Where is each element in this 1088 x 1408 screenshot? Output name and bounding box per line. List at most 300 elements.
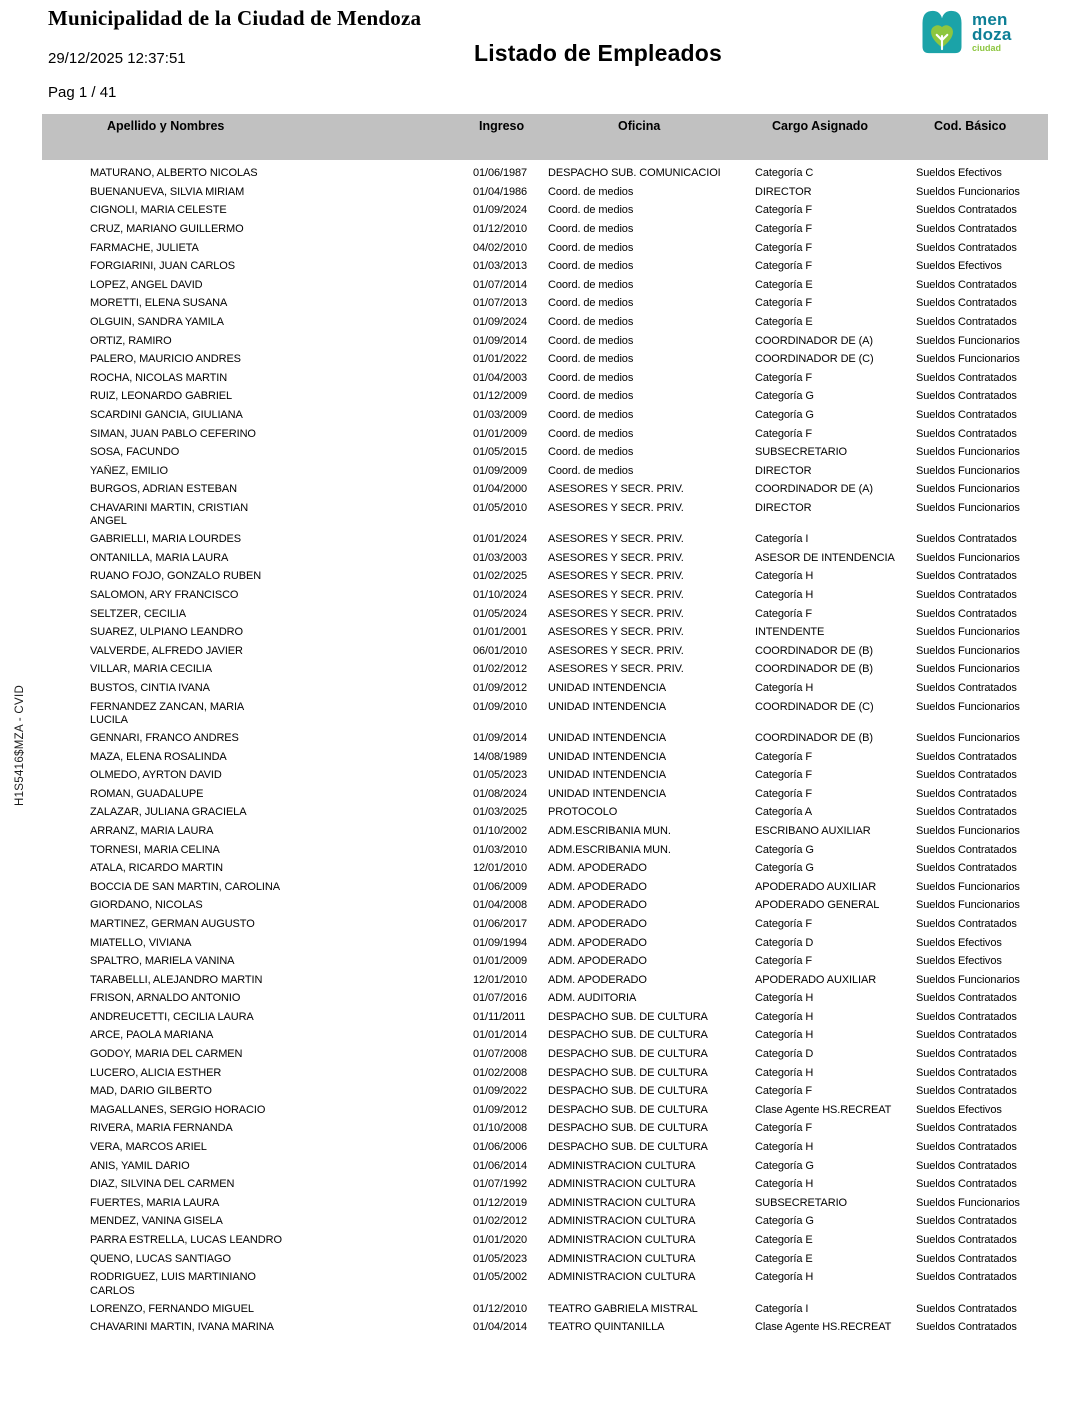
cell-cod-basico: Sueldos Contratados: [916, 750, 1017, 763]
table-row: [42, 1081, 1048, 1100]
cell-ingreso: 01/06/2009: [473, 880, 528, 893]
cell-cargo-asignado: COORDINADOR DE (B): [755, 663, 873, 676]
cell-oficina: DESPACHO SUB. DE CULTURA: [548, 1141, 708, 1154]
cell-cod-basico: Sueldos Funcionarios: [916, 973, 1020, 986]
cell-oficina: PROTOCOLO: [548, 806, 618, 819]
cell-oficina: DESPACHO SUB. DE CULTURA: [548, 1066, 708, 1079]
logo-text-ciudad: ciudad: [972, 43, 1002, 53]
cell-ingreso: 01/01/2024: [473, 533, 528, 546]
cell-apellido-nombres: GIORDANO, NICOLAS: [90, 899, 203, 912]
logo-text-men: men: [972, 10, 1008, 29]
cell-ingreso: 01/06/2017: [473, 917, 528, 930]
cell-cod-basico: Sueldos Efectivos: [916, 1103, 1002, 1116]
cell-cargo-asignado: Categoría F: [755, 371, 812, 384]
cell-apellido-nombres: MENDEZ, VANINA GISELA: [90, 1215, 223, 1228]
table-row: [42, 442, 1048, 461]
table-row: [42, 914, 1048, 933]
cell-cargo-asignado: Categoría I: [755, 533, 809, 546]
cell-oficina: DESPACHO SUB. DE CULTURA: [548, 1029, 708, 1042]
cell-cargo-asignado: DIRECTOR: [755, 185, 812, 198]
cell-apellido-nombres: ROCHA, NICOLAS MARTIN: [90, 371, 228, 384]
cell-cod-basico: Sueldos Funcionarios: [916, 880, 1020, 893]
cell-cargo-asignado: COORDINADOR DE (A): [755, 483, 873, 496]
cell-cod-basico: Sueldos Contratados: [916, 1029, 1017, 1042]
table-row: [42, 349, 1048, 368]
table-row: [42, 200, 1048, 219]
cell-cargo-asignado: COORDINADOR DE (C): [755, 700, 874, 713]
cell-cod-basico: Sueldos Funcionarios: [916, 731, 1020, 744]
cell-ingreso: 01/04/2000: [473, 483, 528, 496]
cell-cargo-asignado: Categoría F: [755, 769, 812, 782]
cell-cargo-asignado: Categoría D: [755, 1048, 814, 1061]
cell-oficina: ASESORES Y SECR. PRIV.: [548, 551, 684, 564]
table-row: [42, 970, 1048, 989]
cell-cargo-asignado: DIRECTOR: [755, 464, 812, 477]
table-row: [42, 423, 1048, 442]
cell-cod-basico: Sueldos Funcionarios: [916, 483, 1020, 496]
cell-cargo-asignado: Categoría F: [755, 787, 812, 800]
cell-apellido-nombres-line2: ANGEL: [90, 515, 127, 528]
cell-apellido-nombres: RUANO FOJO, GONZALO RUBEN: [90, 570, 262, 583]
cell-cargo-asignado: APODERADO GENERAL: [755, 899, 880, 912]
cell-oficina: TEATRO QUINTANILLA: [548, 1321, 665, 1334]
cell-ingreso: 01/10/2024: [473, 589, 528, 602]
cell-apellido-nombres: OLGUIN, SANDRA YAMILA: [90, 315, 224, 328]
cell-cargo-asignado: Categoría E: [755, 278, 813, 291]
side-margin-code: H1S5416$MZA - CVID: [14, 684, 26, 806]
cell-apellido-nombres: ONTANILLA, MARIA LAURA: [90, 551, 229, 564]
cell-oficina: Coord. de medios: [548, 353, 634, 366]
column-header-oficina: Oficina: [618, 119, 661, 133]
cell-apellido-nombres: GODOY, MARIA DEL CARMEN: [90, 1048, 243, 1061]
cell-apellido-nombres: FARMACHE, JULIETA: [90, 241, 199, 254]
table-row: [42, 529, 1048, 548]
cell-apellido-nombres: LUCERO, ALICIA ESTHER: [90, 1066, 222, 1079]
cell-apellido-nombres: ANDREUCETTI, CECILIA LAURA: [90, 1010, 254, 1023]
cell-cod-basico: Sueldos Funcionarios: [916, 663, 1020, 676]
cell-oficina: ADMINISTRACION CULTURA: [548, 1252, 696, 1265]
cell-cargo-asignado: Categoría F: [755, 427, 812, 440]
cell-apellido-nombres: LORENZO, FERNANDO MIGUEL: [90, 1302, 254, 1315]
cell-ingreso: 04/02/2010: [473, 241, 528, 254]
table-row: [42, 659, 1048, 678]
table-row: [42, 566, 1048, 585]
table-row: [42, 821, 1048, 840]
cell-apellido-nombres: FERNANDEZ ZANCAN, MARIA LUCILA: [90, 701, 473, 728]
cell-oficina: ASESORES Y SECR. PRIV.: [548, 483, 684, 496]
cell-cargo-asignado: Categoría F: [755, 241, 812, 254]
cell-cargo-asignado: ASESOR DE INTENDENCIA: [755, 551, 895, 564]
cell-oficina: UNIDAD INTENDENCIA: [548, 700, 666, 713]
cell-cargo-asignado: Categoría G: [755, 1215, 814, 1228]
cell-cargo-asignado: Categoría G: [755, 862, 814, 875]
cell-oficina: ADM. APODERADO: [548, 917, 647, 930]
cell-oficina: ADM. APODERADO: [548, 973, 647, 986]
cell-cargo-asignado: Categoría F: [755, 750, 812, 763]
cell-apellido-nombres: SUAREZ, ULPIANO LEANDRO: [90, 626, 243, 639]
cell-cod-basico: Sueldos Funcionarios: [916, 700, 1020, 713]
cell-cargo-asignado: Categoría H: [755, 1271, 814, 1284]
table-row: [42, 728, 1048, 747]
cell-cod-basico: Sueldos Contratados: [916, 408, 1017, 421]
table-row: [42, 1230, 1048, 1249]
cell-cod-basico: Sueldos Contratados: [916, 570, 1017, 583]
cell-ingreso: 01/12/2019: [473, 1196, 528, 1209]
cell-ingreso: 01/08/2024: [473, 787, 528, 800]
mendoza-logo-icon: [916, 4, 968, 60]
logo-wordmark: [972, 12, 1012, 53]
cell-cod-basico: Sueldos Funcionarios: [916, 185, 1020, 198]
cell-cod-basico: Sueldos Funcionarios: [916, 501, 1020, 514]
cell-cargo-asignado: Categoría F: [755, 1122, 812, 1135]
cell-cod-basico: Sueldos Contratados: [916, 371, 1017, 384]
cell-cod-basico: Sueldos Contratados: [916, 1215, 1017, 1228]
cell-apellido-nombres: GENNARI, FRANCO ANDRES: [90, 731, 239, 744]
cell-cod-basico: Sueldos Efectivos: [916, 167, 1002, 180]
cell-ingreso: 01/09/2022: [473, 1085, 528, 1098]
cell-apellido-nombres: VALVERDE, ALFREDO JAVIER: [90, 644, 243, 657]
cell-apellido-nombres: MARTINEZ, GERMAN AUGUSTO: [90, 917, 255, 930]
cell-cargo-asignado: Categoría H: [755, 1178, 814, 1191]
cell-cod-basico: Sueldos Contratados: [916, 607, 1017, 620]
cell-ingreso: 01/09/2012: [473, 1103, 528, 1116]
cell-ingreso: 01/07/2013: [473, 297, 528, 310]
cell-oficina: ADM. AUDITORIA: [548, 992, 637, 1005]
cell-oficina: ADMINISTRACION CULTURA: [548, 1271, 696, 1284]
cell-oficina: Coord. de medios: [548, 371, 634, 384]
cell-ingreso: 01/11/2011: [473, 1010, 526, 1023]
cell-oficina: ADM. APODERADO: [548, 862, 647, 875]
cell-ingreso: 01/12/2009: [473, 390, 528, 403]
cell-apellido-nombres-line2: CARLOS: [90, 1284, 135, 1297]
cell-oficina: ASESORES Y SECR. PRIV.: [548, 663, 684, 676]
cell-ingreso: 01/07/2014: [473, 278, 528, 291]
cell-cargo-asignado: Categoría F: [755, 297, 812, 310]
cell-apellido-nombres: SPALTRO, MARIELA VANINA: [90, 955, 235, 968]
cell-ingreso: 01/01/2009: [473, 955, 528, 968]
cell-cargo-asignado: Categoría H: [755, 1141, 814, 1154]
cell-oficina: Coord. de medios: [548, 408, 634, 421]
cell-apellido-nombres-line2: LUCILA: [90, 714, 128, 727]
cell-oficina: DESPACHO SUB. DE CULTURA: [548, 1085, 708, 1098]
table-row: [42, 1267, 1048, 1298]
cell-apellido-nombres: FRISON, ARNALDO ANTONIO: [90, 992, 241, 1005]
cell-cod-basico: Sueldos Funcionarios: [916, 446, 1020, 459]
cell-oficina: ADMINISTRACION CULTURA: [548, 1196, 696, 1209]
table-row: [42, 802, 1048, 821]
table-row: [42, 932, 1048, 951]
cell-cod-basico: Sueldos Contratados: [916, 589, 1017, 602]
cell-cargo-asignado: Categoría H: [755, 570, 814, 583]
cell-cargo-asignado: Categoría H: [755, 992, 814, 1005]
cell-ingreso: 01/12/2010: [473, 1302, 528, 1315]
cell-apellido-nombres: TORNESI, MARIA CELINA: [90, 843, 220, 856]
cell-ingreso: 01/06/1987: [473, 167, 528, 180]
cell-oficina: ADM. APODERADO: [548, 936, 647, 949]
cell-cargo-asignado: Categoría F: [755, 955, 812, 968]
cell-cargo-asignado: Categoría I: [755, 1302, 809, 1315]
cell-oficina: TEATRO GABRIELA MISTRAL: [548, 1302, 698, 1315]
cell-ingreso: 01/02/2012: [473, 1215, 528, 1228]
table-row: [42, 641, 1048, 660]
cell-cargo-asignado: Categoría F: [755, 260, 812, 273]
cell-oficina: Coord. de medios: [548, 185, 634, 198]
cell-cargo-asignado: SUBSECRETARIO: [755, 446, 848, 459]
cell-ingreso: 01/09/2010: [473, 700, 528, 713]
cell-oficina: Coord. de medios: [548, 390, 634, 403]
cell-oficina: ASESORES Y SECR. PRIV.: [548, 533, 684, 546]
cell-oficina: ADM. APODERADO: [548, 955, 647, 968]
cell-cod-basico: Sueldos Contratados: [916, 1141, 1017, 1154]
table-row: [42, 293, 1048, 312]
cell-cod-basico: Sueldos Contratados: [916, 862, 1017, 875]
cell-apellido-nombres: LOPEZ, ANGEL DAVID: [90, 278, 203, 291]
table-row: [42, 1137, 1048, 1156]
table-row: [42, 479, 1048, 498]
cell-cod-basico: Sueldos Funcionarios: [916, 626, 1020, 639]
cell-apellido-nombres: RIVERA, MARIA FERNANDA: [90, 1122, 233, 1135]
cell-oficina: ADMINISTRACION CULTURA: [548, 1234, 696, 1246]
cell-ingreso: 01/04/1986: [473, 185, 528, 198]
cell-apellido-nombres: VERA, MARCOS ARIEL: [90, 1141, 207, 1154]
page-indicator: Pag 1 / 41: [48, 84, 117, 101]
cell-ingreso: 01/07/2008: [473, 1048, 528, 1061]
cell-ingreso: 01/05/2010: [473, 501, 528, 514]
cell-cod-basico: Sueldos Contratados: [916, 222, 1017, 235]
cell-apellido-nombres: MIATELLO, VIVIANA: [90, 936, 192, 949]
org-title: Municipalidad de la Ciudad de Mendoza: [48, 6, 422, 30]
cell-apellido-nombres: ANIS, YAMIL DARIO: [90, 1159, 190, 1172]
cell-apellido-nombres: MAD, DARIO GILBERTO: [90, 1085, 212, 1098]
cell-cargo-asignado: COORDINADOR DE (B): [755, 644, 873, 657]
cell-oficina: Coord. de medios: [548, 222, 634, 235]
cell-cod-basico: Sueldos Contratados: [916, 427, 1017, 440]
cell-apellido-nombres: BUENANUEVA, SILVIA MIRIAM: [90, 185, 245, 198]
table-row: [42, 1317, 1048, 1336]
cell-ingreso: 01/02/2025: [473, 570, 528, 583]
table-row: [42, 498, 1048, 529]
cell-apellido-nombres: CHAVARINI MARTIN, CRISTIAN ANGEL: [90, 502, 473, 529]
cell-cargo-asignado: Categoría G: [755, 1159, 814, 1172]
cell-cargo-asignado: Categoría G: [755, 408, 814, 421]
table-row: [42, 1298, 1048, 1317]
cell-oficina: ASESORES Y SECR. PRIV.: [548, 570, 684, 583]
cell-apellido-nombres: GABRIELLI, MARIA LOURDES: [90, 533, 242, 546]
cell-cod-basico: Sueldos Contratados: [916, 1302, 1017, 1315]
cell-cargo-asignado: Clase Agente HS.RECREAT: [755, 1103, 892, 1116]
cell-cod-basico: Sueldos Contratados: [916, 1271, 1017, 1284]
table-row: [42, 1193, 1048, 1212]
cell-ingreso: 01/07/1992: [473, 1178, 528, 1191]
cell-ingreso: 01/06/2006: [473, 1141, 528, 1154]
table-row: [42, 330, 1048, 349]
cell-oficina: DESPACHO SUB. COMUNICACIOI: [548, 167, 721, 180]
cell-ingreso: 14/08/1989: [473, 750, 528, 763]
cell-oficina: UNIDAD INTENDENCIA: [548, 750, 666, 763]
cell-ingreso: 01/05/2024: [473, 607, 528, 620]
cell-cod-basico: Sueldos Contratados: [916, 315, 1017, 328]
cell-apellido-nombres: MATURANO, ALBERTO NICOLAS: [90, 167, 258, 180]
cell-oficina: ASESORES Y SECR. PRIV.: [548, 501, 684, 514]
cell-cod-basico: Sueldos Funcionarios: [916, 334, 1020, 347]
cell-cod-basico: Sueldos Contratados: [916, 1085, 1017, 1098]
table-row: [42, 1211, 1048, 1230]
cell-ingreso: 01/10/2008: [473, 1122, 528, 1135]
table-row: [42, 1062, 1048, 1081]
cell-cargo-asignado: Categoría F: [755, 204, 812, 217]
table-row: [42, 765, 1048, 784]
cell-oficina: Coord. de medios: [548, 204, 634, 217]
cell-ingreso: 01/09/2024: [473, 315, 528, 328]
cell-ingreso: 01/02/2012: [473, 663, 528, 676]
cell-oficina: Coord. de medios: [548, 241, 634, 254]
cell-cargo-asignado: Categoría G: [755, 390, 814, 403]
cell-ingreso: 01/09/2014: [473, 731, 528, 744]
cell-cargo-asignado: Categoría A: [755, 806, 812, 819]
cell-oficina: ADMINISTRACION CULTURA: [548, 1159, 696, 1172]
cell-cod-basico: Sueldos Contratados: [916, 917, 1017, 930]
table-row: [42, 237, 1048, 256]
table-row: [42, 1155, 1048, 1174]
cell-cargo-asignado: Clase Agente HS.RECREAT: [755, 1321, 892, 1334]
cell-oficina: DESPACHO SUB. DE CULTURA: [548, 1122, 708, 1135]
cell-ingreso: 01/09/2009: [473, 464, 528, 477]
cell-ingreso: 12/01/2010: [473, 973, 528, 986]
cell-apellido-nombres: PARRA ESTRELLA, LUCAS LEANDRO: [90, 1234, 282, 1246]
table-row: [42, 1118, 1048, 1137]
cell-ingreso: 01/09/1994: [473, 936, 528, 949]
cell-apellido-nombres: MAGALLANES, SERGIO HORACIO: [90, 1103, 266, 1116]
cell-cod-basico: Sueldos Contratados: [916, 769, 1017, 782]
cell-oficina: DESPACHO SUB. DE CULTURA: [548, 1103, 708, 1116]
cell-apellido-nombres: RODRIGUEZ, LUIS MARTINIANO CARLOS: [90, 1271, 473, 1298]
cell-cargo-asignado: Categoría H: [755, 682, 814, 694]
table-row: [42, 312, 1048, 331]
cell-ingreso: 01/07/2016: [473, 992, 528, 1005]
table-row: [42, 461, 1048, 480]
cell-cargo-asignado: COORDINADOR DE (B): [755, 731, 873, 744]
cell-cod-basico: Sueldos Efectivos: [916, 260, 1002, 273]
cell-cargo-asignado: Categoría E: [755, 315, 813, 328]
cell-oficina: ADMINISTRACION CULTURA: [548, 1215, 696, 1228]
table-row: [42, 1044, 1048, 1063]
table-body: [42, 163, 1048, 1336]
cell-oficina: Coord. de medios: [548, 464, 634, 477]
cell-ingreso: 01/05/2002: [473, 1271, 528, 1284]
table-row: [42, 585, 1048, 604]
table-row: [42, 877, 1048, 896]
cell-cod-basico: Sueldos Funcionarios: [916, 824, 1020, 837]
cell-ingreso: 01/01/2020: [473, 1234, 528, 1246]
cell-oficina: Coord. de medios: [548, 315, 634, 328]
cell-ingreso: 01/03/2003: [473, 551, 528, 564]
cell-apellido-nombres: OLMEDO, AYRTON DAVID: [90, 769, 222, 782]
cell-oficina: ASESORES Y SECR. PRIV.: [548, 589, 684, 602]
cell-ingreso: 06/01/2010: [473, 644, 528, 657]
cell-apellido-nombres: CHAVARINI MARTIN, IVANA MARINA: [90, 1321, 274, 1334]
cell-cod-basico: Sueldos Contratados: [916, 1048, 1017, 1061]
cell-cargo-asignado: Categoría C: [755, 167, 814, 180]
cell-cargo-asignado: Categoría F: [755, 607, 812, 620]
table-row: [42, 405, 1048, 424]
cell-cod-basico: Sueldos Funcionarios: [916, 551, 1020, 564]
table-row: [42, 988, 1048, 1007]
cell-apellido-nombres: FUERTES, MARIA LAURA: [90, 1196, 220, 1209]
cell-apellido-nombres: SIMAN, JUAN PABLO CEFERINO: [90, 427, 256, 440]
cell-cod-basico: Sueldos Contratados: [916, 204, 1017, 217]
cell-cod-basico: Sueldos Contratados: [916, 1010, 1017, 1023]
table-row: [42, 368, 1048, 387]
cell-ingreso: 01/03/2009: [473, 408, 528, 421]
cell-cod-basico: Sueldos Contratados: [916, 992, 1017, 1005]
cell-apellido-nombres: MORETTI, ELENA SUSANA: [90, 297, 228, 310]
cell-apellido-nombres: ZALAZAR, JULIANA GRACIELA: [90, 806, 247, 819]
cell-cod-basico: Sueldos Funcionarios: [916, 353, 1020, 366]
cell-oficina: Coord. de medios: [548, 334, 634, 347]
cell-ingreso: 01/09/2012: [473, 682, 528, 694]
table-row: [42, 603, 1048, 622]
cell-apellido-nombres: ARCE, PAOLA MARIANA: [90, 1029, 214, 1042]
cell-cod-basico: Sueldos Efectivos: [916, 955, 1002, 968]
cell-ingreso: 01/09/2024: [473, 204, 528, 217]
cell-apellido-nombres: TARABELLI, ALEJANDRO MARTIN: [90, 973, 263, 986]
table-row: [42, 839, 1048, 858]
cell-oficina: ASESORES Y SECR. PRIV.: [548, 607, 684, 620]
cell-oficina: Coord. de medios: [548, 446, 634, 459]
cell-apellido-nombres: CIGNOLI, MARIA CELESTE: [90, 204, 227, 217]
cell-apellido-nombres: SCARDINI GANCIA, GIULIANA: [90, 408, 243, 421]
cell-oficina: Coord. de medios: [548, 297, 634, 310]
table-row: [42, 622, 1048, 641]
cell-cod-basico: Sueldos Contratados: [916, 1066, 1017, 1079]
cell-ingreso: 01/02/2008: [473, 1066, 528, 1079]
cell-cod-basico: Sueldos Funcionarios: [916, 644, 1020, 657]
table-row: [42, 275, 1048, 294]
table-row: [42, 678, 1048, 697]
column-header-ingreso: Ingreso: [479, 119, 525, 133]
cell-oficina: DESPACHO SUB. DE CULTURA: [548, 1010, 708, 1023]
table-row: [42, 163, 1048, 182]
cell-apellido-nombres: ROMAN, GUADALUPE: [90, 787, 204, 800]
report-title: Listado de Empleados: [473, 40, 723, 66]
cell-ingreso: 01/09/2014: [473, 334, 528, 347]
cell-ingreso: 01/01/2009: [473, 427, 528, 440]
cell-ingreso: 01/03/2013: [473, 260, 528, 273]
table-row: [42, 1248, 1048, 1267]
mendoza-logo: [916, 4, 1012, 60]
cell-cod-basico: Sueldos Contratados: [916, 1122, 1017, 1135]
cell-apellido-nombres: SOSA, FACUNDO: [90, 446, 180, 459]
cell-ingreso: 01/05/2015: [473, 446, 528, 459]
cell-oficina: ASESORES Y SECR. PRIV.: [548, 626, 684, 639]
cell-cod-basico: Sueldos Contratados: [916, 1252, 1017, 1265]
cell-apellido-nombres: SELTZER, CECILIA: [90, 607, 186, 620]
cell-cargo-asignado: COORDINADOR DE (A): [755, 334, 873, 347]
cell-oficina: Coord. de medios: [548, 278, 634, 291]
cell-cargo-asignado: Categoría D: [755, 936, 814, 949]
cell-oficina: ADMINISTRACION CULTURA: [548, 1178, 696, 1191]
cell-cod-basico: Sueldos Contratados: [916, 390, 1017, 403]
logo-text-doza: doza: [972, 25, 1012, 44]
table-row: [42, 1100, 1048, 1119]
cell-cod-basico: Sueldos Funcionarios: [916, 1196, 1020, 1209]
cell-apellido-nombres: ATALA, RICARDO MARTIN: [90, 862, 223, 875]
table-row: [42, 182, 1048, 201]
report-timestamp: 29/12/2025 12:37:51: [48, 50, 186, 67]
cell-cargo-asignado: Categoría G: [755, 843, 814, 856]
table-row: [42, 219, 1048, 238]
cell-cod-basico: Sueldos Contratados: [916, 278, 1017, 291]
